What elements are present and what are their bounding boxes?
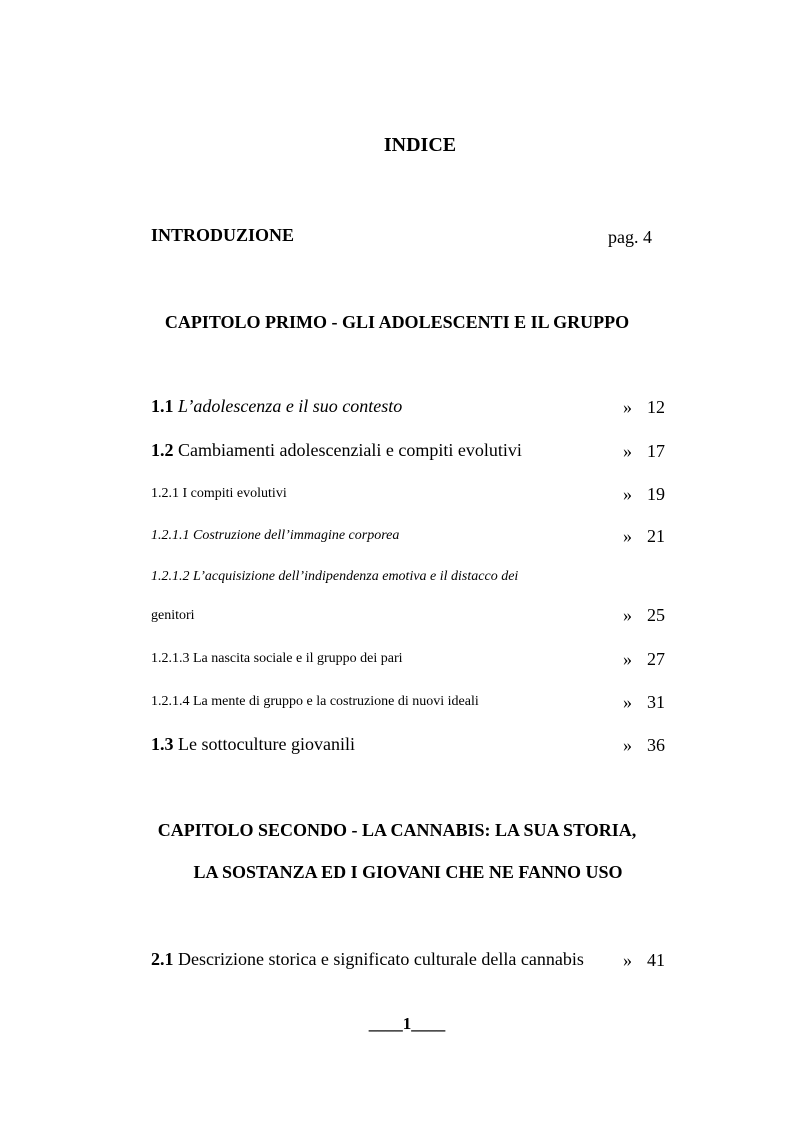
toc-entry-1-2-1-2: 1.2.1.2 L’acquisizione dell’indipendenza emotiva e il distacco dei [151,569,519,584]
toc-entry-text: Le sottoculture giovanili [178,734,355,754]
chapter-2-title-line1: CAPITOLO SECONDO - LA CANNABIS: LA SUA STORIA, [157,820,637,840]
toc-page-1-1 [623,397,665,418]
toc-entry-text: Descrizione storica e significato culturale della cannabis [178,949,584,969]
toc-entry-text: Cambiamenti adolescenziali e compiti evolutivi [178,440,522,460]
toc-entry-number: 1.3 [151,734,174,754]
toc-page-number: 25 [647,605,665,625]
intro-page: pag. 4 [608,227,652,247]
toc-entry-1-2-1: 1.2.1 I compiti evolutivi [151,486,287,501]
toc-entry-text: L’adolescenza e il suo contesto [178,396,403,416]
toc-entry-1-3 [151,734,355,755]
toc-page-1-2-1-2 [623,605,665,626]
toc-page-number: 27 [647,649,665,669]
chapter-2-title-line2: LA SOSTANZA ED I GIOVANI CHE NE FANNO USO [193,862,623,882]
toc-dittomark: » [623,950,632,970]
toc-page-number: 12 [647,397,665,417]
toc-dittomark: » [623,692,632,712]
toc-page-number: 36 [647,735,665,755]
toc-page-1-2-1 [623,484,665,505]
toc-entry-number: 1.2 [151,440,174,460]
toc-entry-1-2-1-4: 1.2.1.4 La mente di gruppo e la costruzione di nuovi ideali [151,694,479,709]
toc-page-1-2-1-4 [623,692,665,713]
toc-entry-1-2 [151,440,522,461]
toc-entry-2-1 [151,949,584,970]
toc-page-2-1 [623,950,665,971]
toc-entry-1-1 [151,396,402,417]
toc-page-1-2-1-3 [623,649,665,670]
toc-dittomark: » [623,526,632,546]
toc-page-number: 19 [647,484,665,504]
toc-page-1-2-1-1 [623,526,665,547]
toc-dittomark: » [623,441,632,461]
toc-entry-1-2-1-3: 1.2.1.3 La nascita sociale e il gruppo dei pari [151,651,403,666]
toc-dittomark: » [623,605,632,625]
toc-dittomark: » [623,735,632,755]
toc-dittomark: » [623,484,632,504]
toc-page-number: 31 [647,692,665,712]
toc-entry-1-2-1-1: 1.2.1.1 Costruzione dell’immagine corporea [151,528,400,543]
toc-dittomark: » [623,397,632,417]
chapter-1-title: CAPITOLO PRIMO - GLI ADOLESCENTI E IL GRUPPO [164,312,630,332]
toc-page-number: 41 [647,950,665,970]
intro-label: INTRODUZIONE [151,225,295,245]
toc-entry-1-2-1-2-cont: genitori [151,608,195,623]
toc-entry-number: 1.1 [151,396,174,416]
page-number-footer: ____1____ [368,1014,446,1033]
toc-entry-number: 2.1 [151,949,174,969]
toc-page-number: 17 [647,441,665,461]
toc-page-number: 21 [647,526,665,546]
toc-page-1-3 [623,735,665,756]
page-title: INDICE [383,134,457,156]
toc-dittomark: » [623,649,632,669]
toc-page-1-2 [623,441,665,462]
